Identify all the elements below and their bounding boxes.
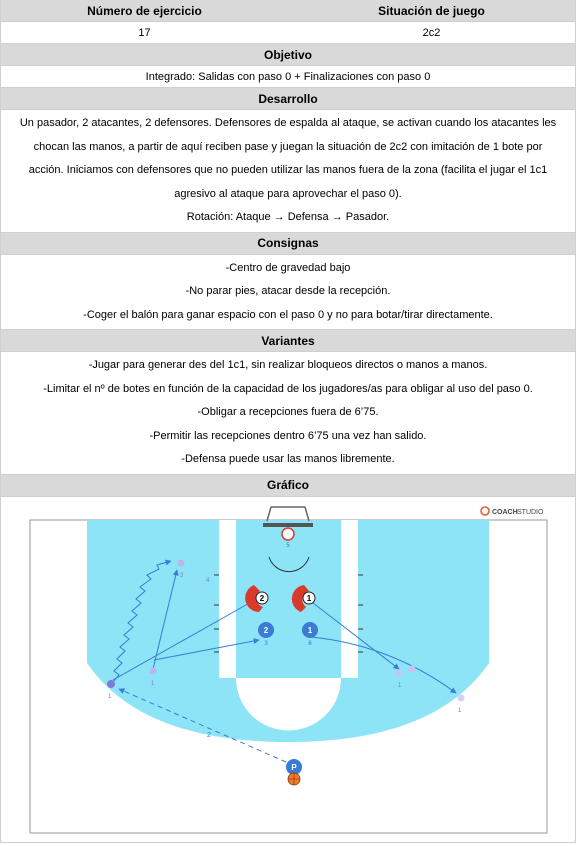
variante-line: -Permitir las recepciones dentro 6’75 una vez han salido. bbox=[149, 429, 427, 442]
desarrollo-line: Rotación: Ataque → Defensa → Pasador. bbox=[186, 211, 390, 223]
variantes-title: Variantes bbox=[1, 330, 575, 352]
hoop bbox=[282, 528, 294, 540]
desarrollo-title: Desarrollo bbox=[1, 88, 575, 110]
logo-icon bbox=[481, 507, 489, 515]
exercise-number-header: Número de ejercicio bbox=[87, 3, 202, 18]
attacker-1-label: 1 bbox=[307, 625, 313, 635]
passer-label: P bbox=[291, 762, 297, 772]
mark-one-right: 1 bbox=[398, 682, 402, 689]
logo-sub: STUDIO bbox=[517, 508, 544, 516]
mark-three: 3 bbox=[180, 572, 184, 579]
consigna-line: -Centro de gravedad bajo bbox=[225, 261, 351, 274]
objetivo-text: Integrado: Salidas con paso 0 + Finalizaciones con paso 0 bbox=[145, 70, 431, 83]
consigna-line: -No parar pies, atacar desde la recepción. bbox=[185, 285, 391, 297]
backboard bbox=[263, 523, 313, 527]
desarrollo-line: acción. Iniciamos con defensores que no pueden utilizar las manos fuera de la zona (facilita el jugar el 1c1 bbox=[28, 164, 548, 176]
court-svg bbox=[1, 497, 575, 842]
game-situation-header: Situación de juego bbox=[378, 3, 485, 18]
variante-line: -Jugar para generar des del 1c1, sin realizar bloqueos directos o manos a manos. bbox=[88, 359, 488, 371]
desarrollo-line: chocan las manos, a partir de aquí reciben pase y juegan la situación de 2c2 con imitación de 1 bote por bbox=[33, 140, 543, 153]
game-situation-value: 2c2 bbox=[422, 26, 441, 39]
defender-1-label: 1 bbox=[306, 593, 312, 603]
defender-2-label: 2 bbox=[259, 593, 265, 603]
variante-line: -Defensa puede usar las manos libremente. bbox=[181, 453, 395, 465]
mark-three-b: 3 bbox=[264, 640, 268, 647]
values-row bbox=[1, 22, 575, 44]
mark-two-pass: 2 bbox=[207, 731, 211, 739]
backboard-support bbox=[267, 507, 309, 521]
consignas-body bbox=[1, 255, 575, 331]
consigna-line: -Coger el balón para ganar espacio con el paso 0 y no para botar/tirar directamente. bbox=[83, 308, 493, 321]
consignas-title: Consignas bbox=[1, 233, 575, 255]
mark-one-far: 1 bbox=[458, 707, 462, 714]
objetivo-row bbox=[1, 66, 575, 88]
header-row bbox=[1, 0, 575, 22]
logo-text: COACH bbox=[492, 508, 518, 516]
objetivo-title: Objetivo bbox=[1, 44, 575, 66]
variante-line: -Limitar el nº de botes en función de la capacidad de los jugadores/as para obligar al uso del paso 0. bbox=[43, 382, 533, 395]
mark-six: 6 bbox=[308, 640, 312, 647]
passer bbox=[286, 759, 302, 785]
variante-line: -Obligar a recepciones fuera de 6’75. bbox=[197, 406, 379, 418]
desarrollo-line: agresivo al ataque para aprovechar el paso 0). bbox=[174, 187, 402, 200]
mark-one-left: 1 bbox=[108, 693, 112, 700]
attacker-2-label: 2 bbox=[263, 625, 269, 635]
mark-four: 4 bbox=[206, 577, 210, 584]
grafico-title: Gráfico bbox=[1, 475, 575, 497]
court-diagram bbox=[1, 497, 575, 843]
desarrollo-line: Un pasador, 2 atacantes, 2 defensores. Defensores de espalda al ataque, se activan cuando los atacantes les bbox=[19, 117, 557, 129]
desarrollo-body bbox=[1, 110, 575, 233]
variantes-body bbox=[1, 352, 575, 475]
mark-five: 5 bbox=[286, 542, 290, 549]
exercise-number-value: 17 bbox=[138, 26, 151, 39]
mark-one-mid: 1 bbox=[151, 680, 155, 687]
